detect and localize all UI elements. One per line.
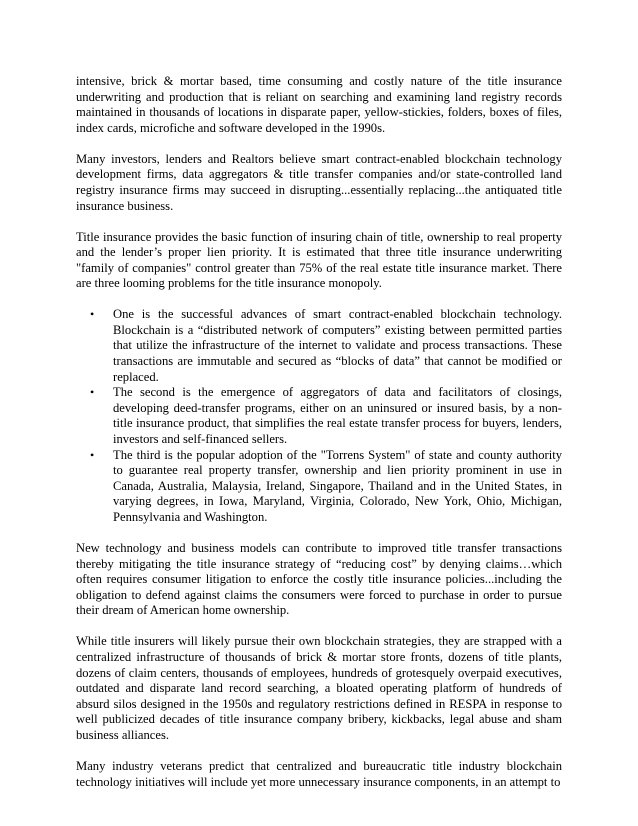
- paragraph: New technology and business models can contribute to improved title transfer transactions thereby mitigating the title insurance strategy of “reducing cost” by denying claims…which often requires consumer litigation to enforce the costly title insurance policies...including the obligation to defend against claims the consumers were forced to purchase in order to pursue their dream of American home ownership.: [76, 541, 562, 618]
- bullet-icon: •: [90, 385, 95, 400]
- paragraph: Title insurance provides the basic function of insuring chain of title, ownership to real property and the lender’s proper lien priority. It is estimated that three title insurance underwriting "family of companies" control greater than 75% of the real estate title insurance market. There are three looming problems for the title insurance monopoly.: [76, 229, 562, 291]
- paragraph: intensive, brick & mortar based, time consuming and costly nature of the title insurance underwriting and production that is reliant on searching and examining land registry records maintained in thousands of locations in disparate paper, yellow-stickies, folders, boxes of files, index cards, microfiche and software developed in the 1990s.: [76, 74, 562, 135]
- bullet-list: [76, 307, 562, 525]
- list-item: [76, 448, 562, 526]
- list-item: [76, 307, 562, 385]
- document-page: [76, 74, 562, 805]
- bullet-icon: •: [90, 447, 95, 462]
- bullet-icon: •: [90, 307, 95, 322]
- list-item: [76, 385, 562, 447]
- paragraph: While title insurers will likely pursue their own blockchain strategies, they are strapped with a centralized infrastructure of thousands of brick & mortar store fronts, dozens of title plants, dozens of claim centers, thousands of employees, hundreds of grotesquely overpaid executives, outdated and disparate land record searching, a bloated operating platform of hundreds of absurd silos designed in the 1950s and regulatory restrictions defined in RESPA in response to well publicized decades of title insurance company bribery, kickbacks, legal abuse and sham business alliances.: [76, 634, 562, 742]
- list-item-text: One is the successful advances of smart contract-enabled blockchain technology. Blockchain is a “distributed network of computers” existing between permitted parties that utilize the infrastructure of the internet to validate and process transactions. These transactions are immutable and secured as “blocks of data” that cannot be modified or replaced.: [113, 307, 562, 384]
- paragraph: Many investors, lenders and Realtors believe smart contract-enabled blockchain technology development firms, data aggregators & title transfer companies and/or state-controlled land registry insurance firms may succeed in disrupting...essentially replacing...the antiquated title insurance business.: [76, 151, 562, 213]
- paragraph: Many industry veterans predict that centralized and bureaucratic title industry blockchain technology initiatives will include yet more unnecessary insurance components, in an attempt to: [76, 758, 562, 789]
- list-item-text: The second is the emergence of aggregators of data and facilitators of closings, developing deed-transfer programs, either on an uninsured or insured basis, by a non-title insurance product, that simplifies the real estate transfer process for buyers, lenders, investors and self-financed sellers.: [113, 385, 562, 447]
- list-item-text: The third is the popular adoption of the "Torrens System" of state and county authority to guarantee real property transfer, ownership and lien priority prominent in use in Canada, Australia, Malaysia, Ireland, Singapore, Thailand and in the United States, in varying degrees, in Iowa, Maryland, Virginia, Colorado, New York, Ohio, Michigan, Pennsylvania and Washington.: [113, 447, 562, 525]
